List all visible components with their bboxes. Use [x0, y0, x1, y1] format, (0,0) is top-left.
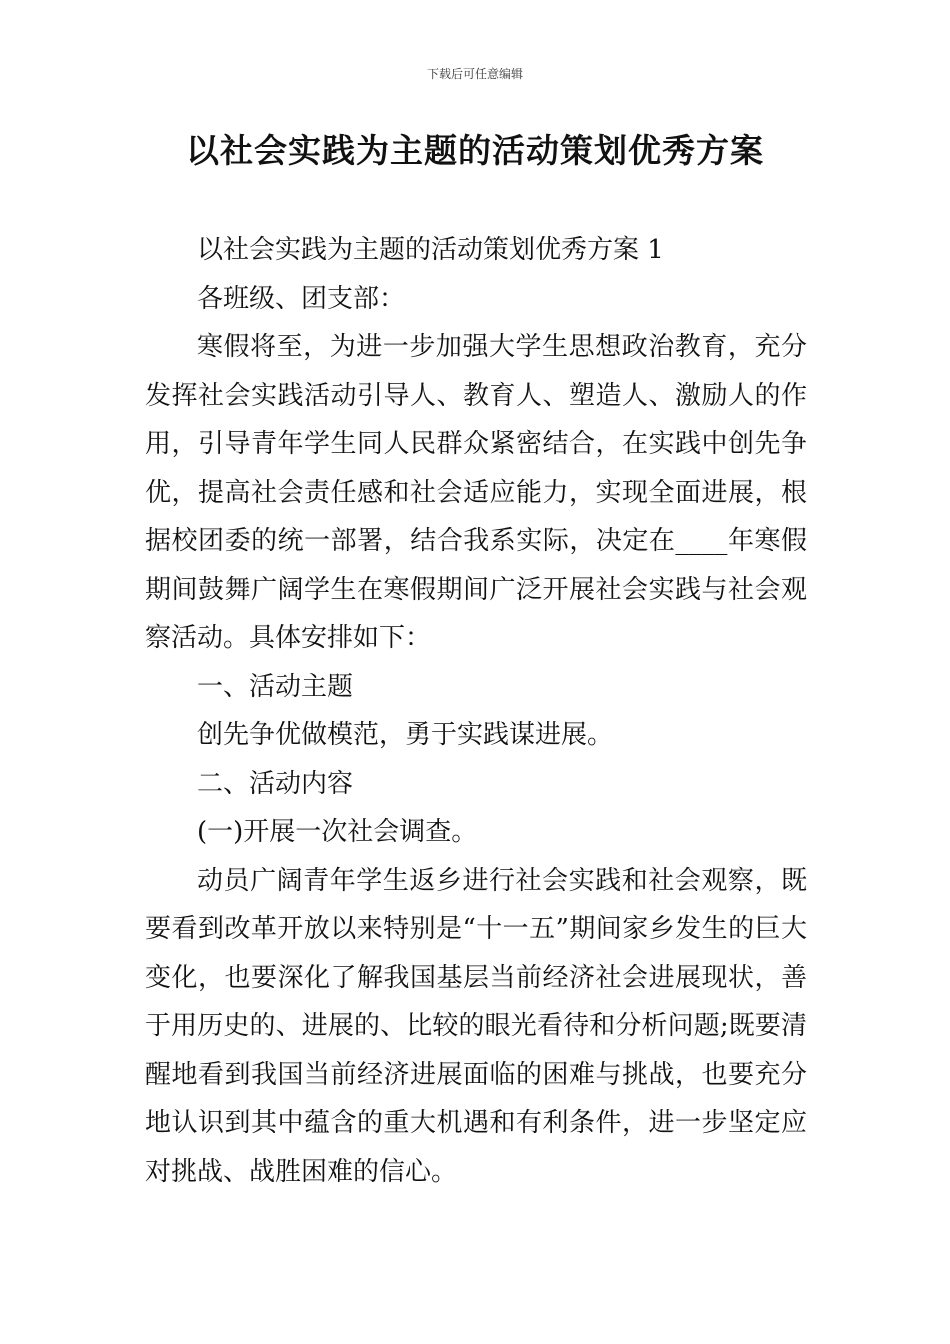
subtitle-paragraph: 以社会实践为主题的活动策划优秀方案 1 — [197, 235, 664, 265]
document-body — [145, 226, 807, 1196]
header-note: 下载后可任意编辑 — [426, 67, 523, 81]
intro-paragraph: 寒假将至，为进一步加强大学生思想政治教育，充分发挥社会实践活动引导人、教育人、塑造人、激励人的作用，引导青年学生同人民群众紧密结合，在实践中创先争优，提高社会责任感和社会适应能力，实现全面进展，根据校团委的统一部署，结合我系实际，决定在____年寒假期间鼓舞广阔学生在寒假期间广泛开展社会实践与社会观察活动。具体安排如下： — [145, 332, 807, 653]
theme-paragraph: 创先争优做模范，勇于实践谋进展。 — [197, 720, 614, 750]
subsection-heading-survey: (一)开展一次社会调查。 — [197, 817, 478, 847]
survey-paragraph: 动员广阔青年学生返乡进行社会实践和社会观察，既要看到改革开放以来特别是“十一五”期间家乡发生的巨大变化，也要深化了解我国基层当前经济社会进展现状，善于用历史的、进展的、比较的眼光看待和分析问题;既要清醒地看到我国当前经济进展面临的困难与挑战，也要充分地认识到其中蕴含的重大机遇和有利条件，进一步坚定应对挑战、战胜困难的信心。 — [145, 865, 807, 1187]
section-heading-content: 二、活动内容 — [197, 768, 354, 799]
salutation-paragraph: 各班级、团支部： — [197, 283, 406, 314]
section-heading-theme: 一、活动主题 — [197, 671, 354, 702]
document-title: 以社会实践为主题的活动策划优秀方案 — [186, 131, 764, 170]
